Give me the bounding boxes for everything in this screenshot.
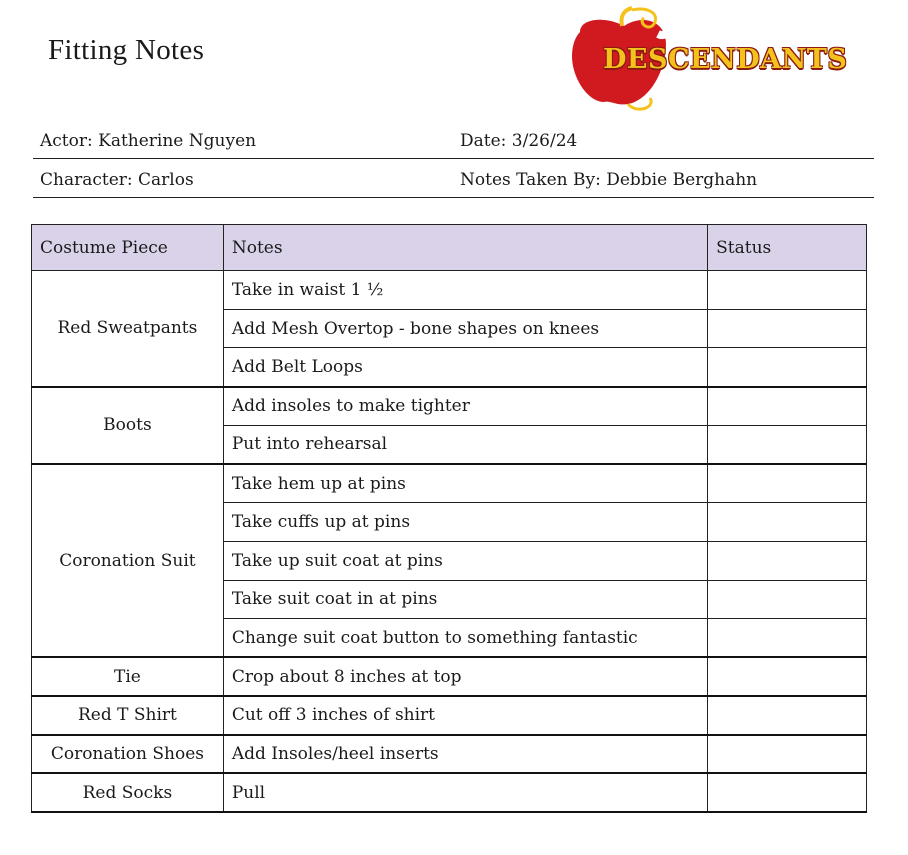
status-cell[interactable]	[708, 348, 867, 387]
header-notes: Notes	[223, 225, 707, 271]
table-row	[32, 387, 867, 426]
status-cell[interactable]	[708, 657, 867, 696]
note-cell: Crop about 8 inches at top	[223, 657, 707, 696]
date-field: Date: 3/26/24	[460, 131, 578, 151]
costume-piece-cell: Red Sweatpants	[32, 271, 224, 387]
table-row	[32, 696, 867, 735]
table-header-row	[32, 225, 867, 271]
note-cell: Pull	[223, 773, 707, 812]
costume-piece-cell: Tie	[32, 657, 224, 696]
table-row	[32, 657, 867, 696]
note-cell: Take suit coat in at pins	[223, 580, 707, 619]
status-cell[interactable]	[708, 773, 867, 812]
info-row-actor	[33, 120, 874, 159]
table-row	[32, 271, 867, 310]
status-cell[interactable]	[708, 309, 867, 348]
status-cell[interactable]	[708, 425, 867, 464]
costume-piece-cell: Boots	[32, 387, 224, 464]
status-cell[interactable]	[708, 580, 867, 619]
status-cell[interactable]	[708, 696, 867, 735]
header-status: Status	[708, 225, 867, 271]
actor-field: Actor: Katherine Nguyen	[40, 131, 257, 151]
table-body	[32, 271, 867, 813]
table-row	[32, 735, 867, 774]
character-field: Character: Carlos	[40, 170, 194, 190]
status-cell[interactable]	[708, 619, 867, 658]
note-cell: Put into rehearsal	[223, 425, 707, 464]
table-row	[32, 464, 867, 503]
note-cell: Add Insoles/heel inserts	[223, 735, 707, 774]
info-row-character	[33, 159, 874, 198]
costume-piece-cell: Red T Shirt	[32, 696, 224, 735]
note-cell: Add Belt Loops	[223, 348, 707, 387]
status-cell[interactable]	[708, 735, 867, 774]
fitting-notes-table	[31, 224, 867, 813]
status-cell[interactable]	[708, 464, 867, 503]
note-cell: Take up suit coat at pins	[223, 541, 707, 580]
note-cell: Add insoles to make tighter	[223, 387, 707, 426]
note-cell: Cut off 3 inches of shirt	[223, 696, 707, 735]
notes-by-field: Notes Taken By: Debbie Berghahn	[460, 170, 758, 190]
status-cell[interactable]	[708, 387, 867, 426]
table-row	[32, 773, 867, 812]
note-cell: Take cuffs up at pins	[223, 503, 707, 542]
note-cell: Add Mesh Overtop - bone shapes on knees	[223, 309, 707, 348]
page-title: Fitting Notes	[48, 34, 205, 66]
costume-piece-cell: Coronation Suit	[32, 464, 224, 657]
note-cell: Take hem up at pins	[223, 464, 707, 503]
header-costume-piece: Costume Piece	[32, 225, 224, 271]
status-cell[interactable]	[708, 271, 867, 310]
status-cell[interactable]	[708, 503, 867, 542]
note-cell: Change suit coat button to something fantastic	[223, 619, 707, 658]
logo-wordmark: DESCENDANTS	[603, 44, 848, 75]
note-cell: Take in waist 1 ½	[223, 271, 707, 310]
costume-piece-cell: Coronation Shoes	[32, 735, 224, 774]
costume-piece-cell: Red Socks	[32, 773, 224, 812]
status-cell[interactable]	[708, 541, 867, 580]
